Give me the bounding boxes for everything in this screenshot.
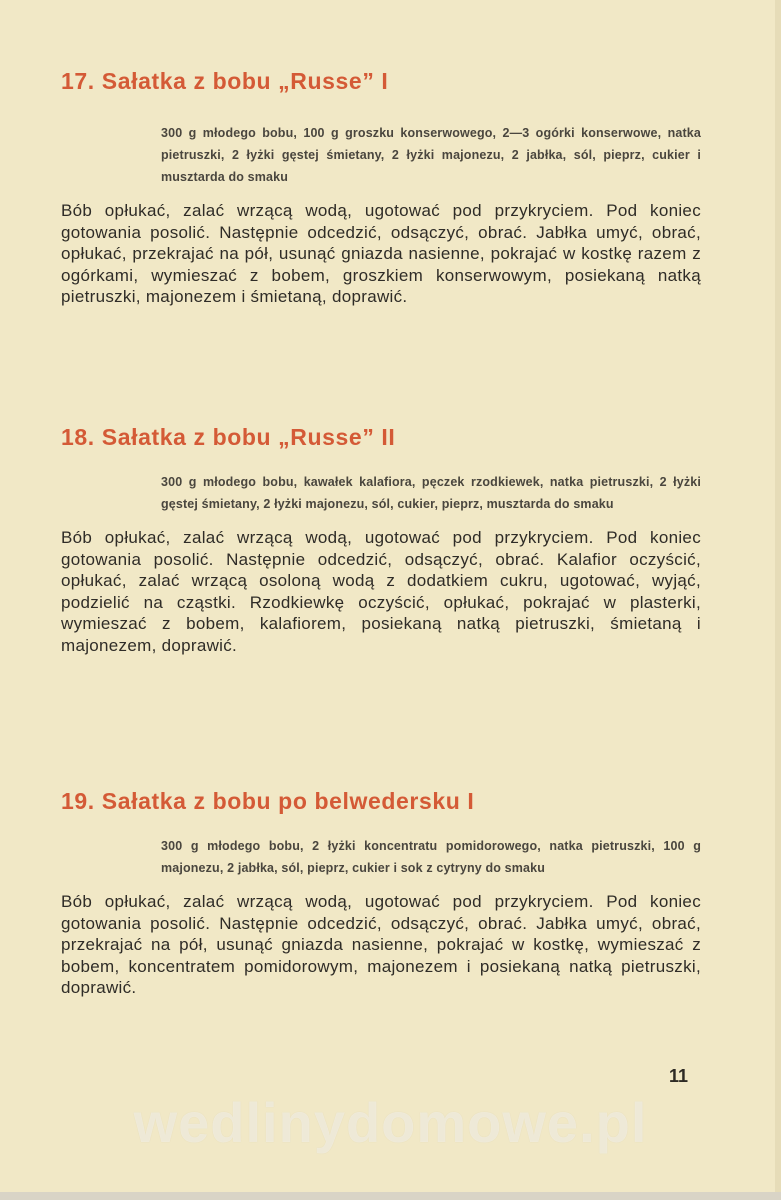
recipe-18: [61, 424, 701, 656]
recipe-method: Bób opłukać, zalać wrzącą wodą, ugotować pod przykryciem. Pod koniec gotowania posolić. Następnie odcedzić, odsączyć, obrać. Kalafior oczyścić, opłukać, zalać wrzącą osoloną wodą z dodatkiem cukru, ugotować, wyjąć, podzielić na cząstki. Rzodkiewkę oczyścić, opłukać, pokrajać w plasterki, wymieszać z bobem, kalafiorem, posiekaną natką pietruszki, śmietaną i majonezem, doprawić.: [61, 528, 701, 655]
page-number: 11: [668, 1066, 688, 1086]
recipe-19: [61, 788, 701, 999]
recipe-ingredients: 300 g młodego bobu, kawałek kalafiora, pęczek rzodkiewek, natka pietruszki, 2 łyżki gęstej śmietany, 2 łyżki majonezu, sól, cukier, pieprz, musztarda do smaku: [161, 475, 701, 511]
recipe-title: 17. Sałatka z bobu „Russe” I: [61, 68, 389, 94]
recipe-ingredients: 300 g młodego bobu, 100 g groszku konserwowego, 2—3 ogórki konserwowe, natka pietruszki, 2 łyżki gęstej śmietany, 2 łyżki majonezu, 2 jabłka, sól, pieprz, cukier i musztarda do smaku: [161, 126, 701, 184]
recipe-method: Bób opłukać, zalać wrzącą wodą, ugotować pod przykryciem. Pod koniec gotowania posolić. Następnie odcedzić, odsączyć, obrać. Jabłka umyć, obrać, przekrajać na pół, usunąć gniazda nasienne, pokrajać w kostkę, wymieszać z bobem, koncentratem pomidorowym, majonezem i posiekaną natką pietruszki, doprawić.: [61, 892, 701, 997]
recipe-title: 19. Sałatka z bobu po belwedersku I: [61, 788, 475, 814]
page-edge: [775, 0, 781, 1200]
recipe-17: [61, 68, 701, 308]
watermark: wedlinydomowe.pl: [133, 1091, 648, 1154]
recipe-title: 18. Sałatka z bobu „Russe” II: [61, 424, 396, 450]
recipe-method: Bób opłukać, zalać wrzącą wodą, ugotować pod przykryciem. Pod koniec gotowania posolić. Następnie odcedzić, odsączyć, obrać. Jabłka umyć, obrać, opłukać, przekrajać na pół, usunąć gniazda nasienne, pokrajać w kostkę razem z ogórkami, wymieszać z bobem, groszkiem konserwowym, posiekaną natką pietruszki, majonezem i śmietaną, doprawić.: [61, 201, 701, 306]
recipe-ingredients: 300 g młodego bobu, 2 łyżki koncentratu pomidorowego, natka pietruszki, 100 g majonezu, 2 jabłka, sól, pieprz, cukier i sok z cytryny do smaku: [161, 839, 701, 875]
scan-bottom-edge: [0, 1192, 781, 1200]
